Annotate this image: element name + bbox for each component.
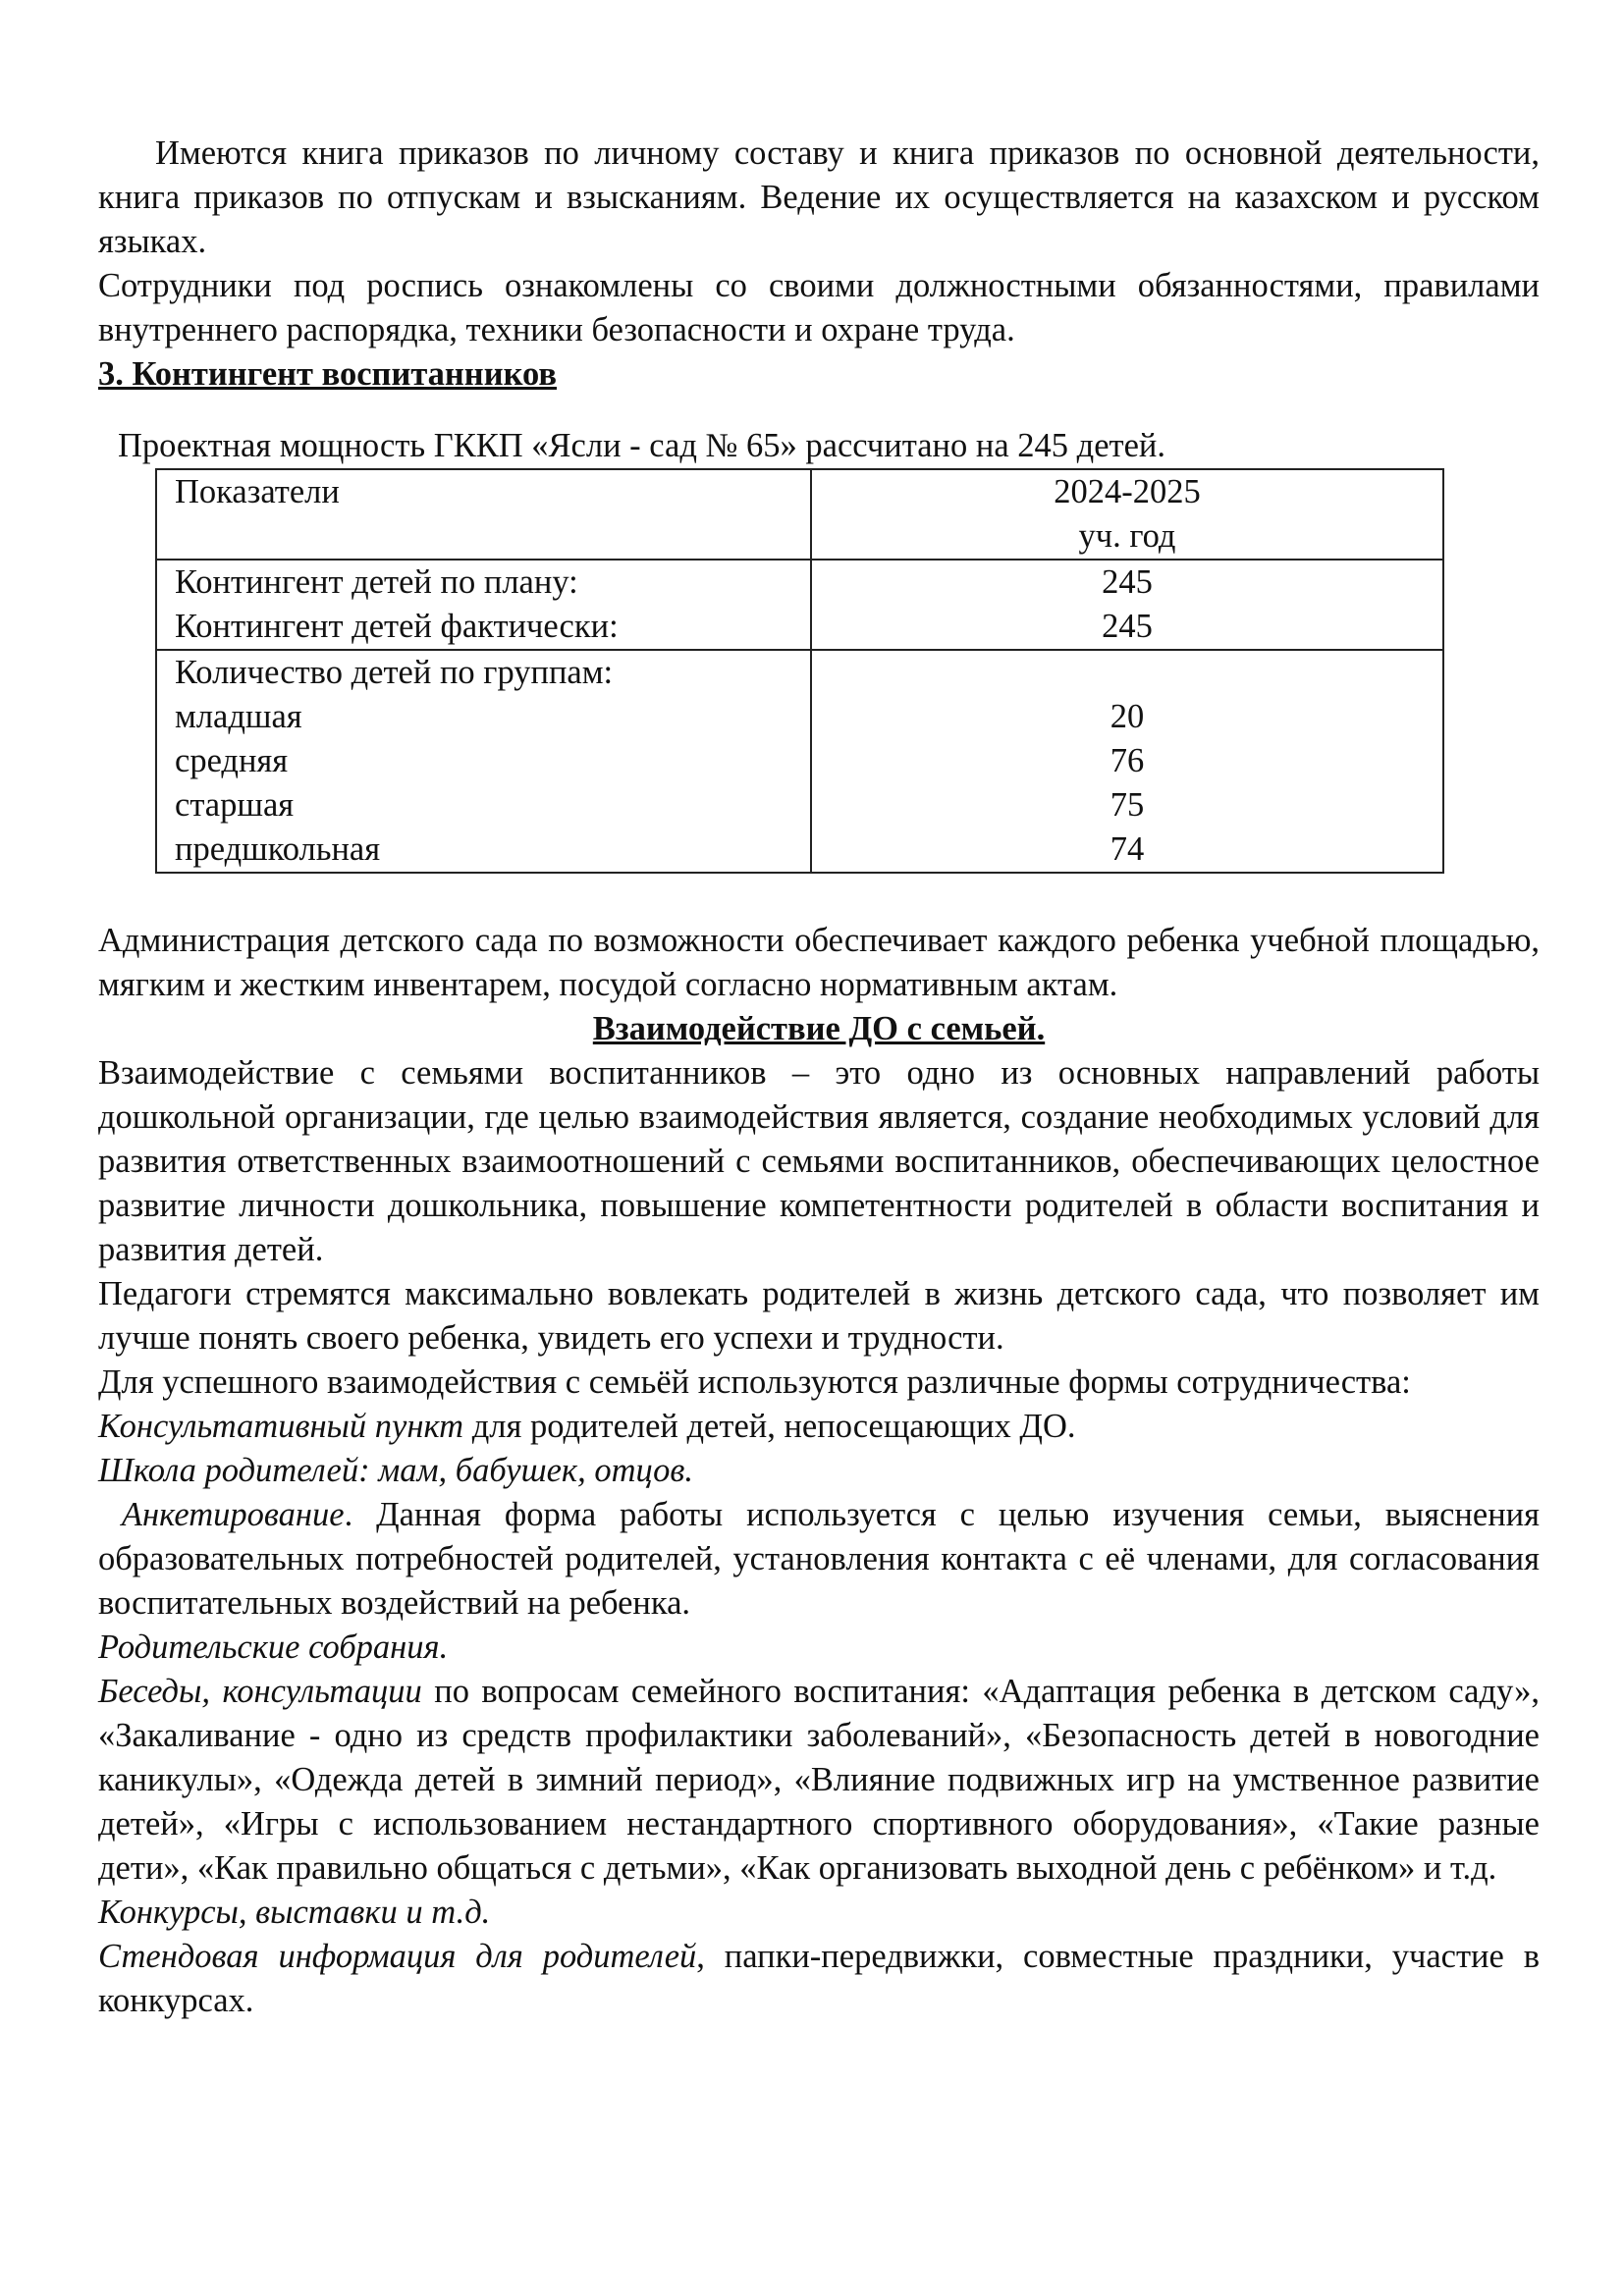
- meetings-item: [98, 1626, 1540, 1670]
- school-italic: Школа родителей: мам, бабушек, отцов.: [98, 1452, 694, 1489]
- stand-rest: , папки-передвижки, совместные праздники, участие в конкурсах.: [98, 1938, 1540, 2019]
- consult-rest: для родителей детей, непосещающих ДО.: [463, 1408, 1076, 1445]
- header-label-cell: [156, 469, 811, 560]
- fact-value: 245: [1102, 608, 1153, 645]
- table-header-row: [156, 469, 1443, 560]
- header-year-line2: уч. год: [1078, 517, 1176, 555]
- family-paragraph-1: Взаимодействие с семьями воспитанников – это одно из основных направлений работы дошкольной организации, где целью взаимодействия является, создание необходимых условий для развития ответственных взаимоотношений с семьями воспитанников, обеспечивающих целостное развитие личности дошкольника, повышение компетентности родителей в области воспитания и развития детей.: [98, 1054, 1540, 1268]
- section-3-heading: 3. Контингент воспитанников: [98, 355, 558, 393]
- contingent-table: [155, 468, 1444, 874]
- group-name: предшкольная: [175, 830, 381, 868]
- spacer: [98, 874, 1540, 919]
- group-value: 20: [1110, 698, 1145, 735]
- contingent-label-cell: [156, 560, 811, 650]
- group-name: старшая: [175, 786, 295, 824]
- table-row-groups: [156, 650, 1443, 873]
- intro-paragraph-1: Имеются книга приказов по личному составу и книга приказов по основной деятельности, книга приказов по отпускам и взысканиям. Ведение их осуществляется на казахском и русском языках.: [98, 134, 1540, 260]
- table-row-contingent: [156, 560, 1443, 650]
- talks-italic: Беседы, консультации: [98, 1673, 422, 1710]
- family-paragraph-2: Педагоги стремятся максимально вовлекать родителей в жизнь детского сада, что позволяет им лучше понять своего ребенка, увидеть его успехи и трудности.: [98, 1275, 1540, 1357]
- intro-paragraph-2: Сотрудники под роспись ознакомлены со своими должностными обязанностями, правилами внутреннего распорядка, техники безопасности и охране труда.: [98, 267, 1540, 348]
- group-name: младшая: [175, 698, 302, 735]
- group-value: 75: [1110, 786, 1145, 824]
- header-year-line1: 2024-2025: [1054, 473, 1201, 510]
- survey-item: [98, 1493, 1540, 1626]
- plan-value: 245: [1102, 563, 1153, 601]
- spacer: [98, 397, 1540, 424]
- survey-italic: Анкетирование: [121, 1496, 345, 1533]
- school-item: [98, 1449, 1540, 1493]
- survey-rest: . Данная форма работы используется с целью изучения семьи, выяснения образовательных потребностей родителей, установления контакта с её членами, для согласования воспитательных воздействий на ребенка.: [98, 1496, 1540, 1622]
- family-paragraph-3: Для успешного взаимодействия с семьёй используются различные формы сотрудничества:: [98, 1363, 1411, 1401]
- contests-italic: Конкурсы, выставки и т.д.: [98, 1894, 491, 1931]
- header-label: Показатели: [175, 473, 340, 510]
- stand-italic: Стендовая информация для родителей: [98, 1938, 697, 1975]
- contingent-value-cell: [811, 560, 1443, 650]
- consult-item: [98, 1405, 1540, 1449]
- talks-rest: по вопросам семейного воспитания: «Адаптация ребенка в детском саду», «Закаливание - одно из средств профилактики заболеваний», «Безопасность детей в новогодние каникулы», «Одежда детей в зимний период», «Влияние подвижных игр на умственное развитие детей», «Игры с использованием нестандартного спортивного оборудования», «Такие разные дети», «Как правильно общаться с детьми», «Как организовать выходной день с ребёнком» и т.д.: [98, 1673, 1540, 1887]
- consult-italic: Консультативный пункт: [98, 1408, 464, 1445]
- contests-item: [98, 1891, 1540, 1935]
- meetings-italic: Родительские собрания.: [98, 1629, 449, 1666]
- fact-label: Контингент детей фактически:: [175, 608, 619, 645]
- header-year-cell: [811, 469, 1443, 560]
- groups-label: Количество детей по группам:: [175, 654, 614, 691]
- groups-label-cell: [156, 650, 811, 873]
- group-value: 76: [1110, 742, 1145, 779]
- group-name: средняя: [175, 742, 289, 779]
- capacity-text: Проектная мощность ГККП «Ясли - сад № 65» рассчитано на 245 детей.: [118, 427, 1165, 464]
- groups-value-blank: [812, 651, 1442, 695]
- plan-label: Контингент детей по плану:: [175, 563, 578, 601]
- family-heading: Взаимодействие ДО с семьей.: [592, 1010, 1046, 1047]
- talks-item: [98, 1670, 1540, 1891]
- group-value: 74: [1110, 830, 1145, 868]
- document-page: [98, 132, 1540, 2023]
- stand-item: [98, 1935, 1540, 2023]
- admin-paragraph: Администрация детского сада по возможности обеспечивает каждого ребенка учебной площадью, мягким и жестким инвентарем, посудой согласно нормативным актам.: [98, 922, 1540, 1003]
- groups-value-cell: [811, 650, 1443, 873]
